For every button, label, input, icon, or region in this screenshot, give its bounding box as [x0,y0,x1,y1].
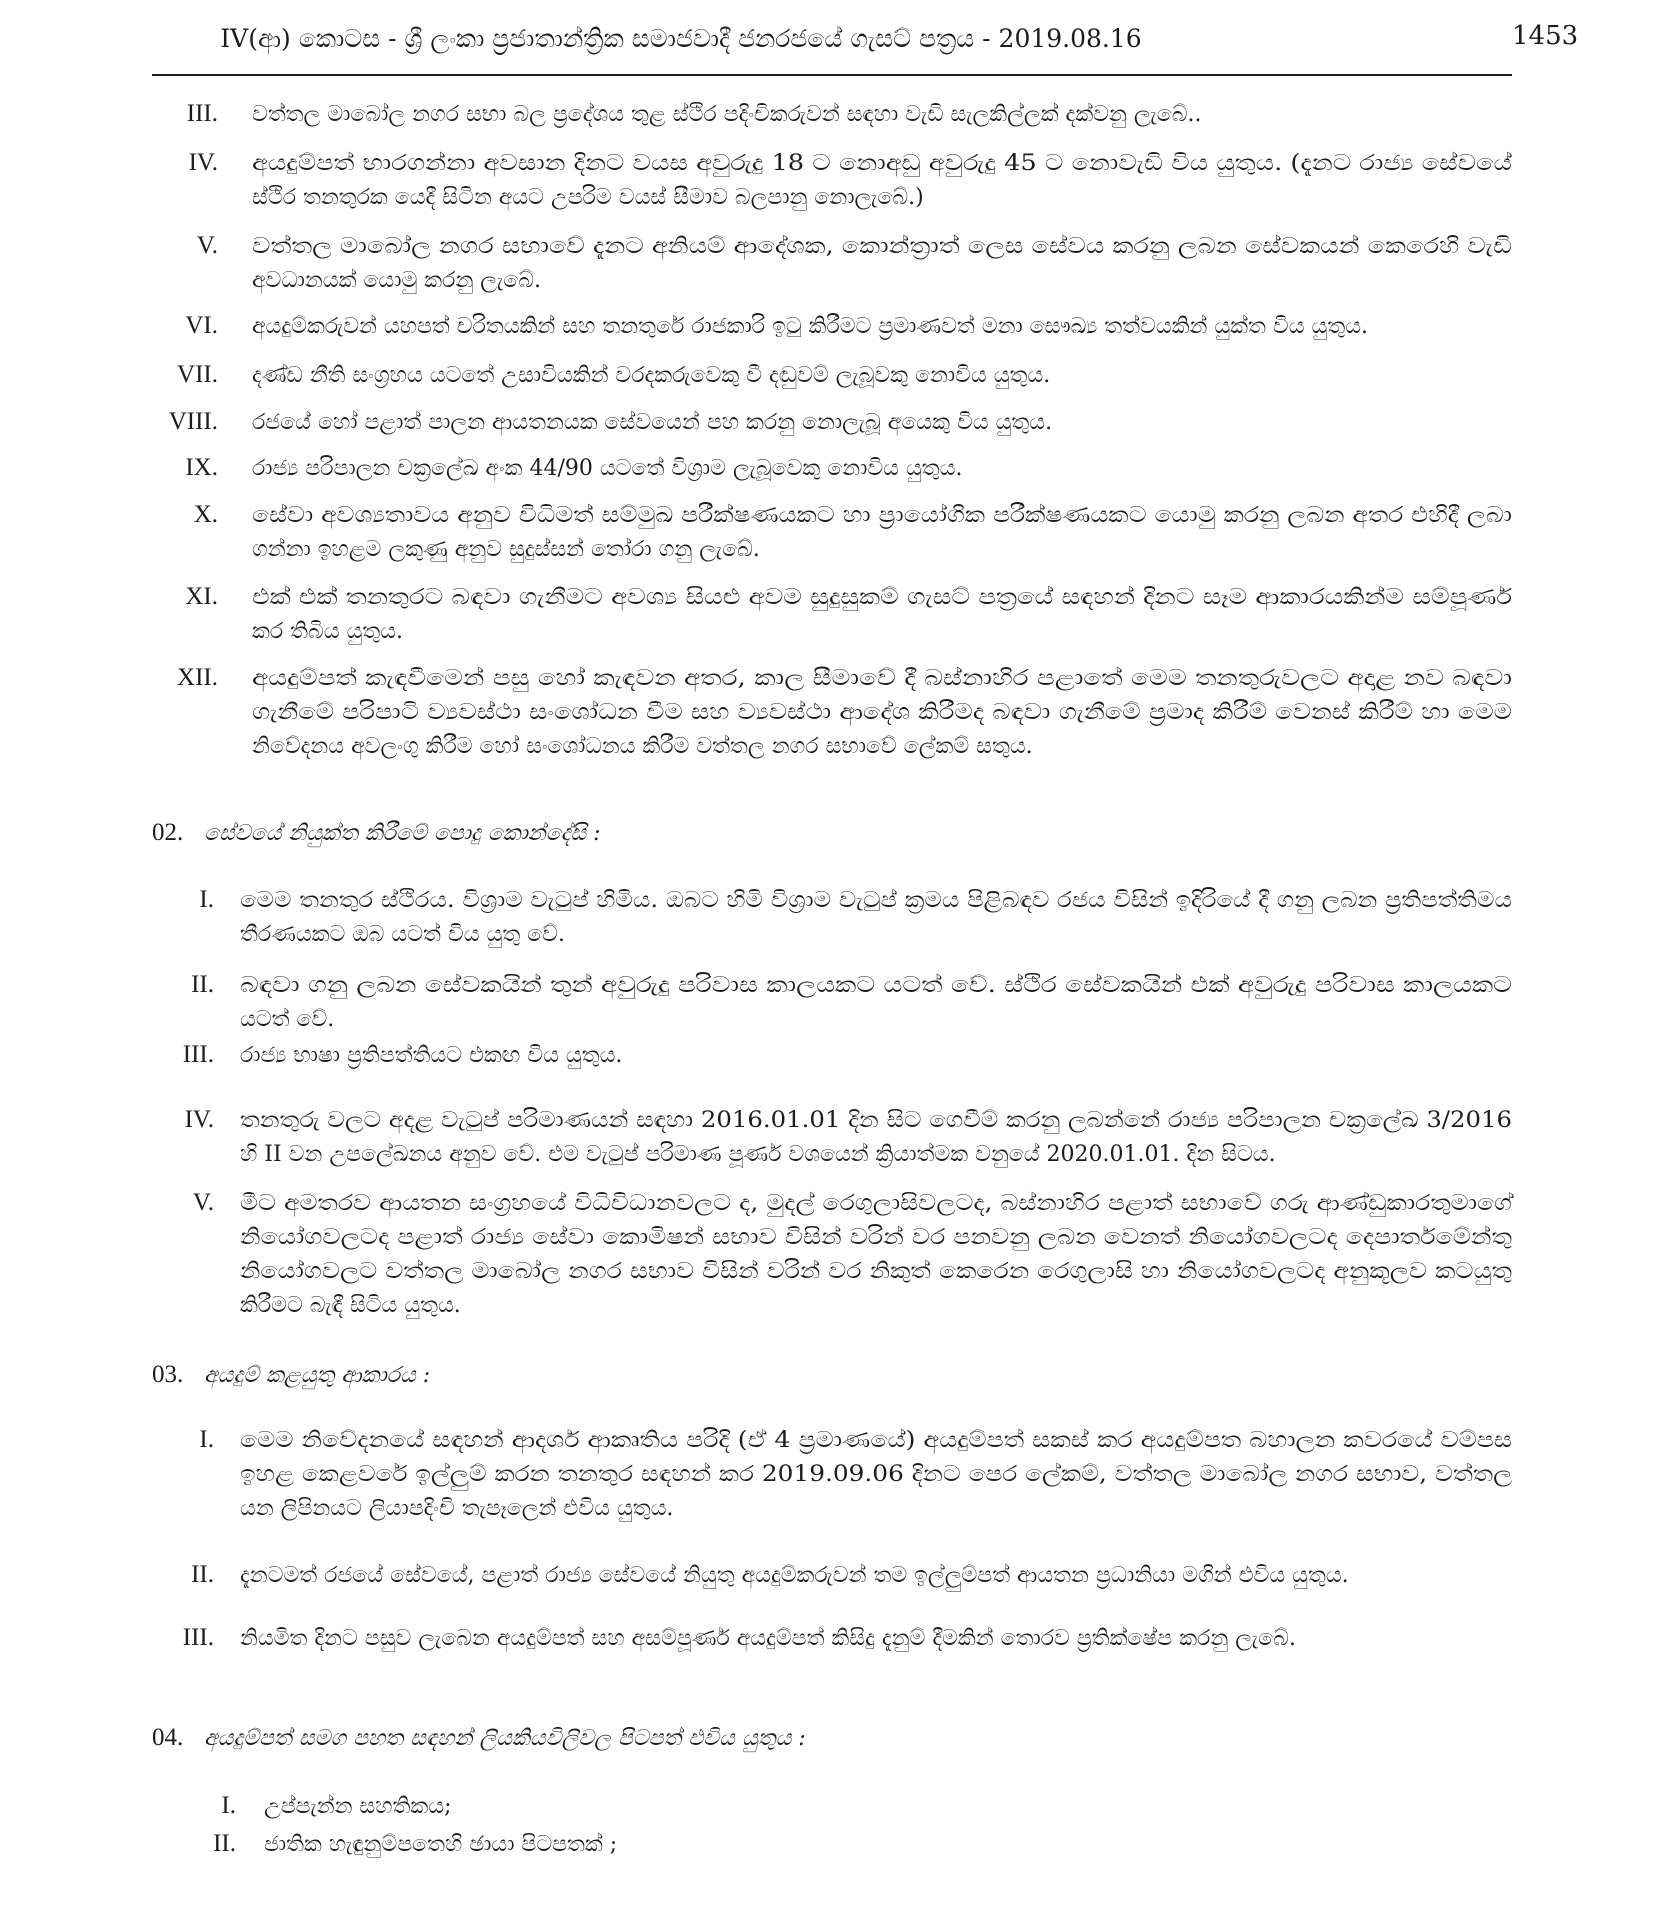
list-item-number: V. [196,232,218,259]
list-item-number: VI. [185,312,218,339]
list-item-line: ගැනීමේ පරිපාටි ව්‍යවස්ථා සංශෝධන වීම සහ ව්‍යවස්ථා ආදේශ කිරීමද බඳවා ගැනීමේ ප්‍රමාද කිරීම් වෙනස් කිරීම් හා මෙම [252,700,1336,725]
list-item-number: IV. [184,1106,214,1133]
list-item-line: එක් එක් තනතුරට බඳවා ගැනීමට අවශ්‍ය සියළු අවම සුදුසුකම් ගැසට් පත්‍රයේ සඳහන් දිනට සෑම ආකාරයකින්ම සම්පූර්ණ [252,585,1321,610]
header-title: IV(ආ) කොටස - ශ්‍රී ලංකා ප්‍රජාතාන්ත්‍රික සමාජවාදී ජනරජයේ ගැසට් පත්‍රය - 2019.08.16 [220,24,1142,53]
list-item-number: VII. [177,361,218,388]
list-item-line: දැනටමත් රජයේ සේවයේ, පළාත් රාජ්‍ය සේවයේ නියුතු අයදුම්කරුවන් තම ඉල්ලුම්පත් ආයතන ප්‍රධානියා මගින් එවිය යුතුය. [240,1563,1349,1588]
list-item-line: නිවේදනය අවලංගු කිරීම හෝ සංශෝධනය කිරීම වත්තල නගර සභාවේ ලේකම් සතුය. [252,734,1033,759]
list-item-line: කර තිබිය යුතුය. [252,619,404,644]
list-item-line: රාජ්‍ය භාෂා ප්‍රතිපත්තියට එකඟ විය යුතුය. [240,1043,623,1068]
list-item-number: III. [186,100,218,127]
section-number: 03. [152,1361,184,1388]
list-item-line: බඳවා ගනු ලබන සේවකයින් තුන් අවුරුදු පරිවාස කාලයකට යටත් වේ. ස්ථිර සේවකයින් එක් අවුරුදු පරිවාස කාලයකට [240,973,1307,998]
list-item-number: II. [213,1830,236,1857]
list-item-number: I. [221,1792,236,1819]
section-heading: අයදුම්පත් සමග පහත සඳහන් ලියකියවිලිවල පිටපත් එවිය යුතුය : [204,1726,806,1751]
list-item-number: XI. [185,583,218,610]
list-item-line: යටත් වේ. [240,1007,335,1032]
list-item-line: මෙම නිවේදනයේ සඳහන් ආදර්ශ ආකෘතිය පරිදි (ඒ 4 ප්‍රමාණයේ) අයදුම්පත් සකස් කර අයදුම්පත බහාලන කවරයේ වම්පස [240,1428,1350,1453]
list-item-number: XII. [177,664,218,691]
list-item-line: නියෝගවලට වත්තල මාබෝල නගර සභාව විසින් වරින් වර නිකුත් කෙරෙන රෙගුලාසි හා නියෝගවලටද අනුකූලව කටයුතු [240,1259,1353,1284]
list-item-line: උප්පැන්න සහතිකය; [264,1794,452,1819]
section-heading: සේවයේ නියුක්ත කිරීමේ පොදු කොන්දේසි : [204,821,601,846]
document-body [152,100,1514,1858]
list-item-line: ජාතික හැඳුනුම්පතෙහි ඡායා පිටපතක් ; [264,1832,618,1857]
list-item-number: III. [182,1041,214,1068]
list-item-line: හි II වන උපලේඛනය අනුව වේ. එම වැටුප් පරිමාණ පූර්ණ වශයෙන් ක්‍රියාත්මක වනුයේ 2020.01.01. දින සිටය. [240,1142,1276,1167]
list-item-line: මීට අමතරව ආයතන සංග්‍රහයේ විධිවිධානවලට ද, මුදල් රෙගුලාසිවලටද, බස්නාහිර පළාත් සභාවේ ගරු ආණ්ඩුකාරතුමාගේ [240,1191,1356,1216]
list-item-line: කිරීමට බැඳී සිටිය යුතුය. [240,1293,461,1318]
list-item-line: තනතුරු වලට අදළ වැටුප් පරිමාණයන් සඳහා 2016.01.01 දින සිට ගෙවීම් කරනු ලබන්නේ රාජ්‍ය පරිපාලන චක්‍රලේඛ 3/2016 [240,1108,1390,1133]
list-item-number: I. [199,1426,214,1453]
list-item-number: IV. [188,149,218,176]
list-item-number: V. [192,1189,214,1216]
list-item-line: ගන්නා ඉහළම ලකුණු අනුව සුදුස්සන් තෝරා ගනු ලැබේ. [252,537,760,562]
section-number: 04. [152,1724,184,1751]
list-item-line: යන ලිපිනයට ලියාපදිංචි තැපෑලෙන් එවිය යුතුය. [240,1496,674,1521]
list-item-line: අයදුම්පත් කැඳවීමෙන් පසු හෝ කැඳවන අතර, කාල සීමාවේ දී බස්නාහිර පළාතේ මෙම තනතුරුවලට අදාළ නව බඳවා [252,666,1307,691]
list-item-number: VIII. [168,408,218,435]
list-item-line: දණ්ඩ නීති සංග්‍රහය යටතේ උසාවියකින් වරදකරුවෙකු වී දඬුවම් ලැබූවකු නොවිය යුතුය. [252,363,1051,388]
list-item-number: II. [191,1561,214,1588]
list-item-line: තීරණයකට ඔබ යටත් විය යුතු වේ. [240,922,565,947]
list-item-number: X. [193,501,218,528]
list-item-line: රජයේ හෝ පළාත් පාලන ආයතනයක සේවයෙන් පහ කරනු නොලැබූ අයෙකු විය යුතුය. [252,410,1053,435]
list-item-line: නියමිත දිනට පසුව ලැබෙන අයදුම්පත් සහ අසම්පූර්ණ අයදුම්පත් කිසිදු දැනුම් දීමකින් තොරව ප්‍රතික්ෂේප කරනු ලැබේ. [240,1626,1296,1651]
list-item-line: මෙම තනතුර ස්ථිරය. විශ්‍රාම වැටුප් හිමිය. ඔබට හිමි විශ්‍රාම වැටුප් ක්‍රමය පිළිබඳව රජය විසින් ඉදිරියේ දී ගනු ලබන ප්‍රතිපත්තිමය [240,888,1392,913]
list-item-number: II. [191,971,214,998]
list-item-number: III. [182,1624,214,1651]
list-item-line: රාජ්‍ය පරිපාලන චක්‍රලේඛ අංක 44/90 යටතේ විශ්‍රාම ලැබූවෙකු නොවිය යුතුය. [252,456,963,481]
section-number: 02. [152,819,184,846]
list-item-line: නියෝගවලටද පළාත් රාජ්‍ය සේවා කොමිෂන් සභාව විසින් වරින් වර පනවනු ලබන වෙනත් නියෝගවලටද දෙපාර්තමේන්තු [240,1225,1346,1250]
list-item-line: ඉහළ කෙළවරේ ඉල්ලුම් කරන තනතුර සඳහන් කර 2019.09.06 දිනට පෙර ලේකම්, වත්තල මාබෝල නගර සභාව, වත්තල [240,1462,1369,1487]
list-item-line: වත්තල මාබෝල නගර සභා බල ප්‍රදේශය තුළ ස්ථිර පදිංචිකරුවන් සඳහා වැඩි සැලකිල්ලක් දක්වනු ලැබේ.. [252,102,1202,127]
list-item-line: අවධානයක් යොමු කරනු ලැබේ. [252,268,541,293]
list-item-line: වත්තල මාබෝල නගර සභාවේ දැනට අනියම් ආදේශක, කොන්ත්‍රාත් ලෙස සේවය කරනු ලබන සේවකයන් කෙරෙහි වැඩි [252,234,1332,259]
list-item-number: I. [199,886,214,913]
list-item-line: ස්ථිර තනතුරක යෙදී සිටින අයට උපරිම වයස් සීමාව බලපානු නොලැබේ.) [252,185,924,210]
section-heading: අයදුම් කළයුතු ආකාරය : [204,1363,431,1388]
list-item-line: අයදුම්පත් භාරගන්නා අවසාන දිනට වයස අවුරුදු 18 ට නොඅඩු අවුරුදු 45 ට නොවැඩි විය යුතුය. (දැනට රාජ්‍ය සේවයේ [252,151,1332,176]
list-item-number: IX. [185,454,218,481]
header-rule [152,74,1512,76]
list-item-line: සේවා අවශ්‍යතාවය අනුව විධිමත් සම්මුඛ පරීක්ෂණයකට හා ප්‍රායෝගික පරීක්ෂණයකට යොමු කරනු ලබන අතර එහිදී ලබා [252,503,1362,528]
list-item-line: අයදුම්කරුවන් යහපත් චරිතයකින් සහ තනතුරේ රාජකාරි ඉටු කිරීමට ප්‍රමාණවත් මනා සෞඛ්‍ය තත්වයකින් යුක්ත විය යුතුය. [252,314,1369,339]
page-number: 1453 [1512,21,1579,51]
